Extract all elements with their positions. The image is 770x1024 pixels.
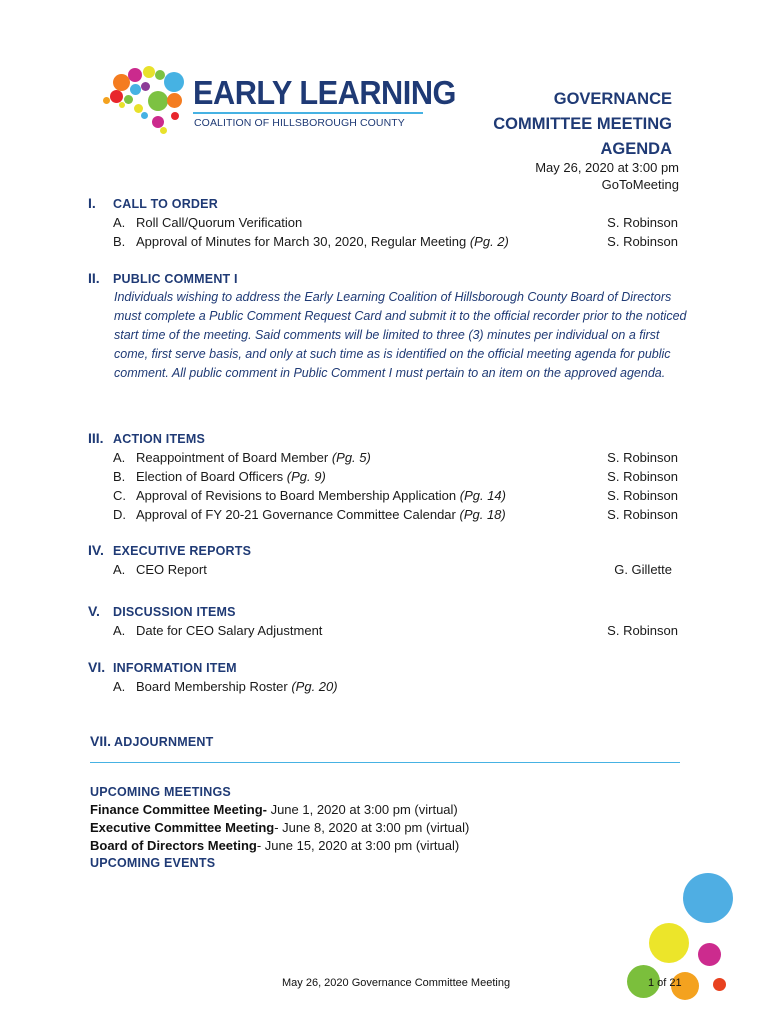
meeting-title-line3: AGENDA <box>600 140 672 158</box>
divider <box>90 762 680 763</box>
page-reference: (Pg. 18) <box>459 507 506 522</box>
presenter: S. Robinson <box>607 623 678 638</box>
meeting-title-line1: GOVERNANCE <box>553 90 672 108</box>
item-letter: A. <box>113 215 126 230</box>
page-reference: (Pg. 14) <box>459 488 506 503</box>
section-number: VII. <box>90 733 112 749</box>
agenda-item: Date for CEO Salary Adjustment <box>136 623 323 638</box>
agenda-item: Approval of Minutes for March 30, 2020, Regular Meeting (Pg. 2) <box>136 234 509 249</box>
meeting-datetime: May 26, 2020 at 3:00 pm <box>535 160 679 175</box>
upcoming-meeting: Finance Committee Meeting- June 1, 2020 at 3:00 pm (virtual) <box>90 802 458 817</box>
logo-title: EARLY LEARNING <box>193 74 456 111</box>
agenda-item: Roll Call/Quorum Verification <box>136 215 303 230</box>
agenda-item: Approval of FY 20-21 Governance Committee Calendar (Pg. 18) <box>136 507 506 522</box>
logo-subtitle: COALITION OF HILLSBOROUGH COUNTY <box>194 117 405 129</box>
agenda-item: CEO Report <box>136 562 207 577</box>
item-letter: B. <box>113 469 126 484</box>
item-letter: A. <box>113 623 126 638</box>
item-letter: C. <box>113 488 126 503</box>
presenter: S. Robinson <box>607 215 678 230</box>
agenda-item: Board Membership Roster (Pg. 20) <box>136 679 338 694</box>
section-number: VI. <box>88 659 106 675</box>
section-title: PUBLIC COMMENT I <box>113 272 238 286</box>
page-reference: (Pg. 20) <box>291 679 338 694</box>
presenter: S. Robinson <box>607 488 678 503</box>
presenter: S. Robinson <box>607 507 678 522</box>
meeting-title-line2: COMMITTEE MEETING <box>493 115 672 133</box>
public-comment-text: Individuals wishing to address the Early Learning Coalition of Hillsborough County Board of Directors must complete a Public Comment Request Card and submit it to the official recorder prior to the noticed start time of the meeting. Said comments will be limited to three (3) minutes per individual on a first come, first serve basis, and only at such time as is identified on the official meeting agenda for public comment. All public comment in Public Comment I must pertain to an item on the approved agenda. <box>114 290 687 380</box>
page-reference: (Pg. 2) <box>469 234 509 249</box>
logo-divider <box>193 112 423 114</box>
upcoming-meeting: Executive Committee Meeting- June 8, 2020 at 3:00 pm (virtual) <box>90 820 470 835</box>
presenter: S. Robinson <box>607 450 678 465</box>
item-letter: B. <box>113 234 126 249</box>
agenda-item: Election of Board Officers (Pg. 9) <box>136 469 326 484</box>
section-number: II. <box>88 270 100 286</box>
section-title: EXECUTIVE REPORTS <box>113 544 252 558</box>
presenter: S. Robinson <box>607 469 678 484</box>
item-letter: A. <box>113 562 126 577</box>
section-number: I. <box>88 195 96 211</box>
item-letter: D. <box>113 507 126 522</box>
upcoming-meeting: Board of Directors Meeting- June 15, 2020 at 3:00 pm (virtual) <box>90 838 460 853</box>
item-letter: A. <box>113 679 126 694</box>
section-number: IV. <box>88 542 104 558</box>
presenter: G. Gillette <box>614 562 672 577</box>
section-title: INFORMATION ITEM <box>113 661 237 675</box>
section-title: DISCUSSION ITEMS <box>113 605 236 619</box>
presenter: S. Robinson <box>607 234 678 249</box>
page-reference: (Pg. 9) <box>286 469 326 484</box>
item-letter: A. <box>113 450 126 465</box>
agenda-item: Approval of Revisions to Board Membership Application (Pg. 14) <box>136 488 506 503</box>
upcoming-events-heading: UPCOMING EVENTS <box>90 856 216 870</box>
meeting-location: GoToMeeting <box>601 177 679 192</box>
upcoming-meetings-heading: UPCOMING MEETINGS <box>90 785 231 799</box>
section-title: ADJOURNMENT <box>114 735 214 749</box>
section-title: CALL TO ORDER <box>113 197 218 211</box>
page-reference: (Pg. 5) <box>331 450 371 465</box>
page-number: 1 of 21 <box>648 977 682 989</box>
agenda-item: Reappointment of Board Member (Pg. 5) <box>136 450 371 465</box>
section-number: III. <box>88 430 104 446</box>
footer-text: May 26, 2020 Governance Committee Meeting <box>282 977 511 989</box>
section-title: ACTION ITEMS <box>113 432 205 446</box>
section-number: V. <box>88 603 100 619</box>
